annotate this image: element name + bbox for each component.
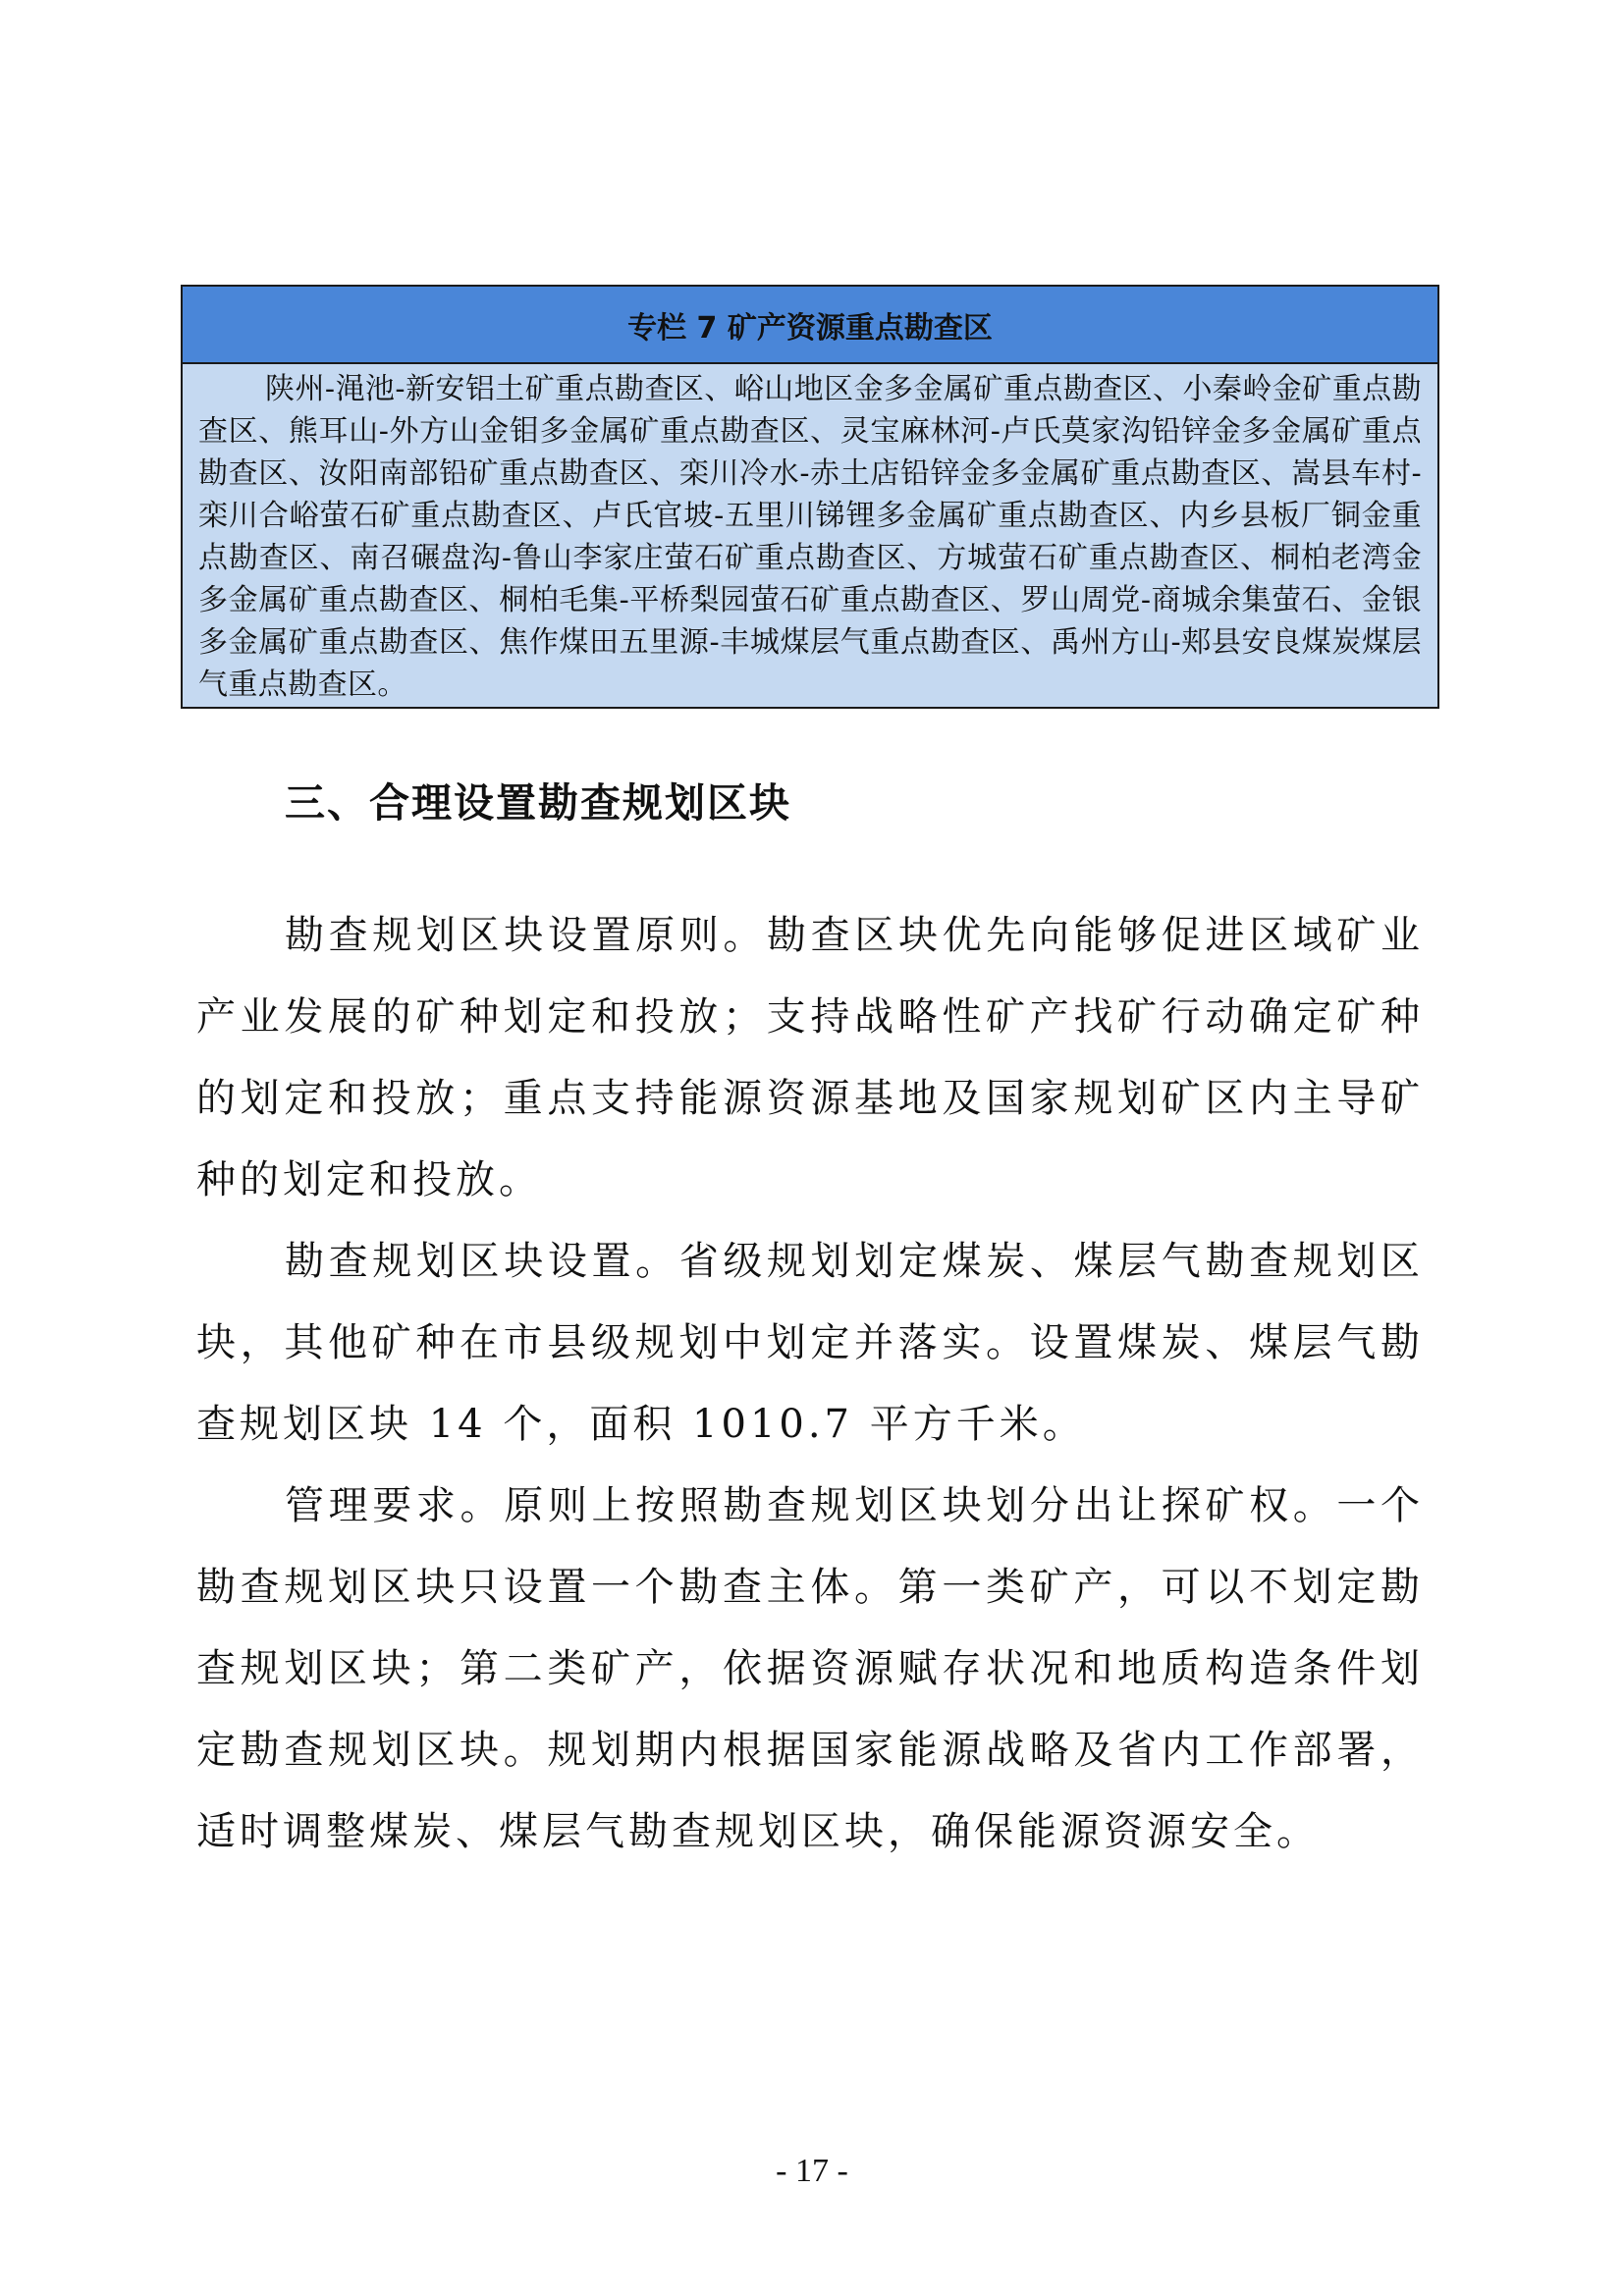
section-content: [196, 895, 1424, 1873]
section-heading: 三、合理设置勘查规划区块: [285, 779, 791, 827]
column-box-title: 专栏 7 矿产资源重点勘查区: [183, 287, 1437, 364]
paragraph-principles: 勘查规划区块设置原则。勘查区块优先向能够促进区域矿业产业发展的矿种划定和投放；支持战略性矿产找矿行动确定矿种的划定和投放；重点支持能源资源基地及国家规划矿区内主导矿种的划定和投放。: [196, 913, 1424, 1202]
paragraph-block-setting: 勘查规划区块设置。省级规划划定煤炭、煤层气勘查规划区块，其他矿种在市县级规划中划定并落实。设置煤炭、煤层气勘查规划区块 14 个，面积 1010.7 平方千米。: [196, 1239, 1424, 1447]
page-number: - 17 -: [776, 2153, 848, 2189]
column-box-body: 陕州-渑池-新安铝土矿重点勘查区、峪山地区金多金属矿重点勘查区、小秦岭金矿重点勘查区、熊耳山-外方山金钼多金属矿重点勘查区、灵宝麻林河-卢氏莫家沟铅锌金多金属矿重点勘查区、汝阳南部铅矿重点勘查区、栾川冷水-赤土店铅锌金多金属矿重点勘查区、嵩县车村-栾川合峪萤石矿重点勘查区、卢氏官坡-五里川锑锂多金属矿重点勘查区、内乡县板厂铜金重点勘查区、南召碾盘沟-鲁山李家庄萤石矿重点勘查区、方城萤石矿重点勘查区、桐柏老湾金多金属矿重点勘查区、桐柏毛集-平桥梨园萤石矿重点勘查区、罗山周党-商城余集萤石、金银多金属矿重点勘查区、焦作煤田五里源-丰城煤层气重点勘查区、禹州方山-郏县安良煤炭煤层气重点勘查区。: [198, 372, 1422, 702]
paragraph-management: 管理要求。原则上按照勘查规划区块划分出让探矿权。一个勘查规划区块只设置一个勘查主体。第一类矿产，可以不划定勘查规划区块；第二类矿产，依据资源赋存状况和地质构造条件划定勘查规划区块。规划期内根据国家能源战略及省内工作部署，适时调整煤炭、煤层气勘查规划区块，确保能源资源安全。: [196, 1483, 1424, 1854]
column-box-7: [181, 285, 1439, 709]
